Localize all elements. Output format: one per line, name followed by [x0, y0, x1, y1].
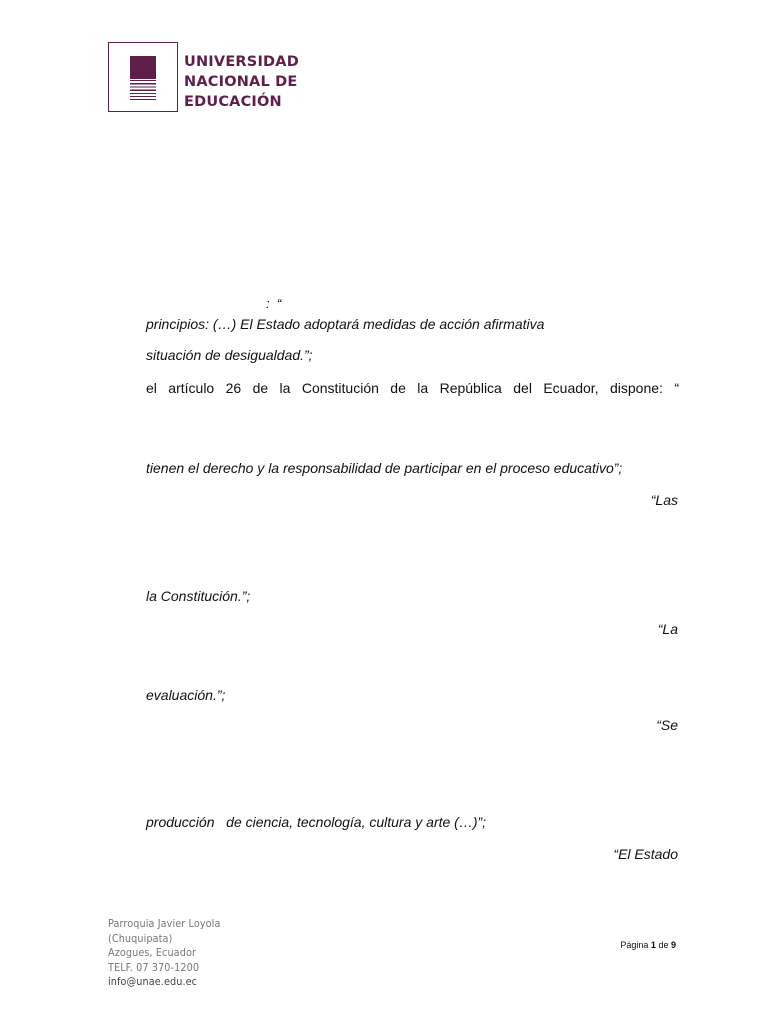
university-name-logo [184, 52, 299, 112]
body-line-11: producción de ciencia, tecnología, cultura y arte (…)”; [146, 814, 487, 830]
body-line-4: el artículo 26 de la Constitución de la República del Ecuador, dispone: “ [146, 380, 679, 396]
page-label: Página [620, 940, 649, 950]
body-line-10: “Se [656, 717, 678, 733]
logo-line-2: NACIONAL DE [184, 74, 298, 90]
page-total: 9 [670, 940, 676, 950]
page-current: 1 [650, 940, 656, 950]
footer-line-3: Azogues, Ecuador [108, 946, 197, 959]
body-line-12: “El Estado [613, 846, 678, 862]
body-line-3: situación de desigualdad.”; [146, 347, 313, 363]
body-line-2: principios: (…) El Estado adoptará medidas de acción afirmativa [146, 316, 545, 332]
logo-line-3: EDUCACIÓN [184, 94, 282, 110]
body-line-5: tienen el derecho y la responsabilidad de participar en el proceso educativo”; [146, 460, 623, 476]
logo-line-1: UNIVERSIDAD [184, 54, 299, 70]
footer-email-link[interactable]: info@unae.edu.ec [108, 975, 198, 988]
logo-stripes-shape [130, 80, 156, 100]
body-line-8: “La [657, 621, 678, 637]
body-line-1: : “ [266, 296, 282, 311]
body-line-9: evaluación.”; [146, 687, 226, 703]
body-line-6: “Las [650, 492, 678, 508]
footer-address [108, 917, 220, 990]
footer-line-4: TELF. 07 370-1200 [108, 960, 200, 974]
logo-square-shape [130, 56, 156, 79]
university-logo-mark [108, 42, 178, 112]
page-number [620, 940, 676, 950]
body-line-7: la Constitución.”; [146, 588, 251, 604]
page-of: de [658, 940, 669, 950]
footer-line-2: (Chuquipata) [108, 931, 173, 945]
footer-line-1: Parroquia Javier Loyola [108, 917, 221, 930]
